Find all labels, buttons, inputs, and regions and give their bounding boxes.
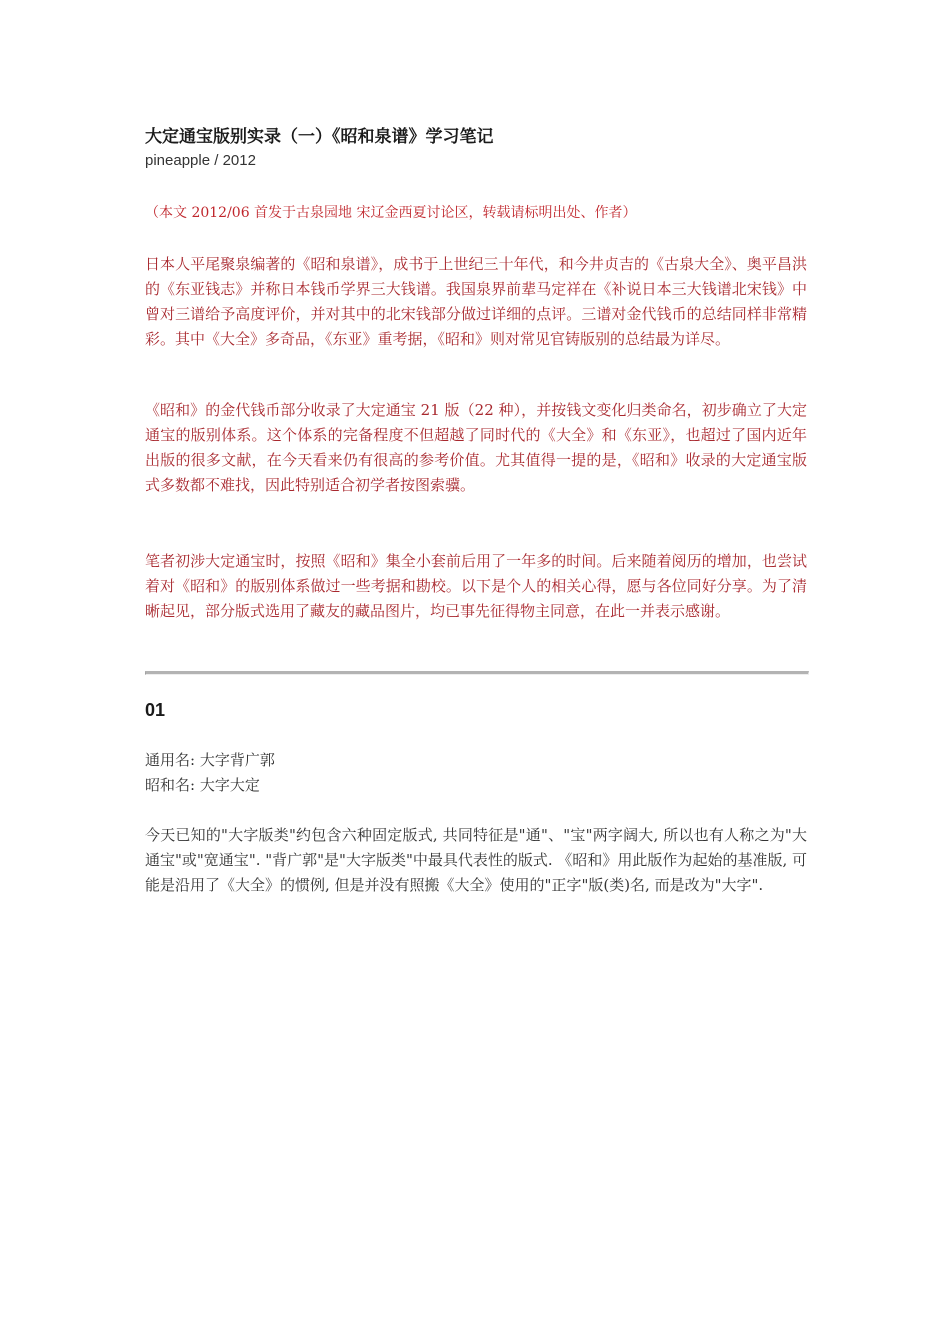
intro-paragraph-3: 笔者初涉大定通宝时，按照《昭和》集全小套前后用了一年多的时间。后来随着阅历的增加，也尝试着对《昭和》的版别体系做过一些考据和勘校。以下是个人的相关心得，愿与各位同好分享。为了清晰起见，部分版式选用了藏友的藏品图片，均已事先征得物主同意，在此一并表示感谢。 bbox=[145, 552, 807, 620]
author-line: pineapple / 2012 bbox=[145, 152, 256, 169]
reprint-notice: （本文 2012/06 首发于古泉园地 宋辽金西夏讨论区，转载请标明出处、作者） bbox=[145, 205, 637, 221]
document-title: 大定通宝版别实录（一）《昭和泉谱》学习笔记 bbox=[145, 127, 494, 147]
intro-paragraph-1: 日本人平尾聚泉编著的《昭和泉谱》，成书于上世纪三十年代，和今井贞吉的《古泉大全》、奥平昌洪的《东亚钱志》并称日本钱币学界三大钱谱。我国泉界前辈马定祥在《补说日本三大钱谱北宋钱》中曾对三谱给予高度评价，并对其中的北宋钱部分做过详细的点评。三谱对金代钱币的总结同样非常精彩。其中《大全》多奇品，《东亚》重考据，《昭和》则对常见官铸版别的总结最为详尽。 bbox=[145, 255, 807, 348]
common-name: 通用名: 大字背广郭 bbox=[145, 751, 275, 769]
showa-name: 昭和名: 大字大定 bbox=[145, 776, 260, 794]
document-page bbox=[145, 124, 807, 894]
name-list bbox=[145, 748, 275, 798]
section-divider bbox=[145, 671, 809, 675]
section-body-paragraph: 今天已知的"大字版类"约包含六种固定版式, 共同特征是"通"、"宝"两字阔大, 所以也有人称之为"大通宝"或"宽通宝". "背广郭"是"大字版类"中最具代表性的版式. 《昭和》用此版作为起始的基准版, 可能是沿用了《大全》的惯例, 但是并没有照搬《大全》使用的"正字"版(类)名, 而是改为"大字". bbox=[145, 826, 807, 894]
section-number: 01 bbox=[145, 700, 166, 720]
intro-paragraph-2: 《昭和》的金代钱币部分收录了大定通宝 21 版（22 种），并按钱文变化归类命名，初步确立了大定通宝的版别体系。这个体系的完备程度不但超越了同时代的《大全》和《东亚》，也超过了国内近年出版的很多文献，在今天看来仍有很高的参考价值。尤其值得一提的是，《昭和》收录的大定通宝版式多数都不难找，因此特别适合初学者按图索骥。 bbox=[145, 401, 807, 494]
